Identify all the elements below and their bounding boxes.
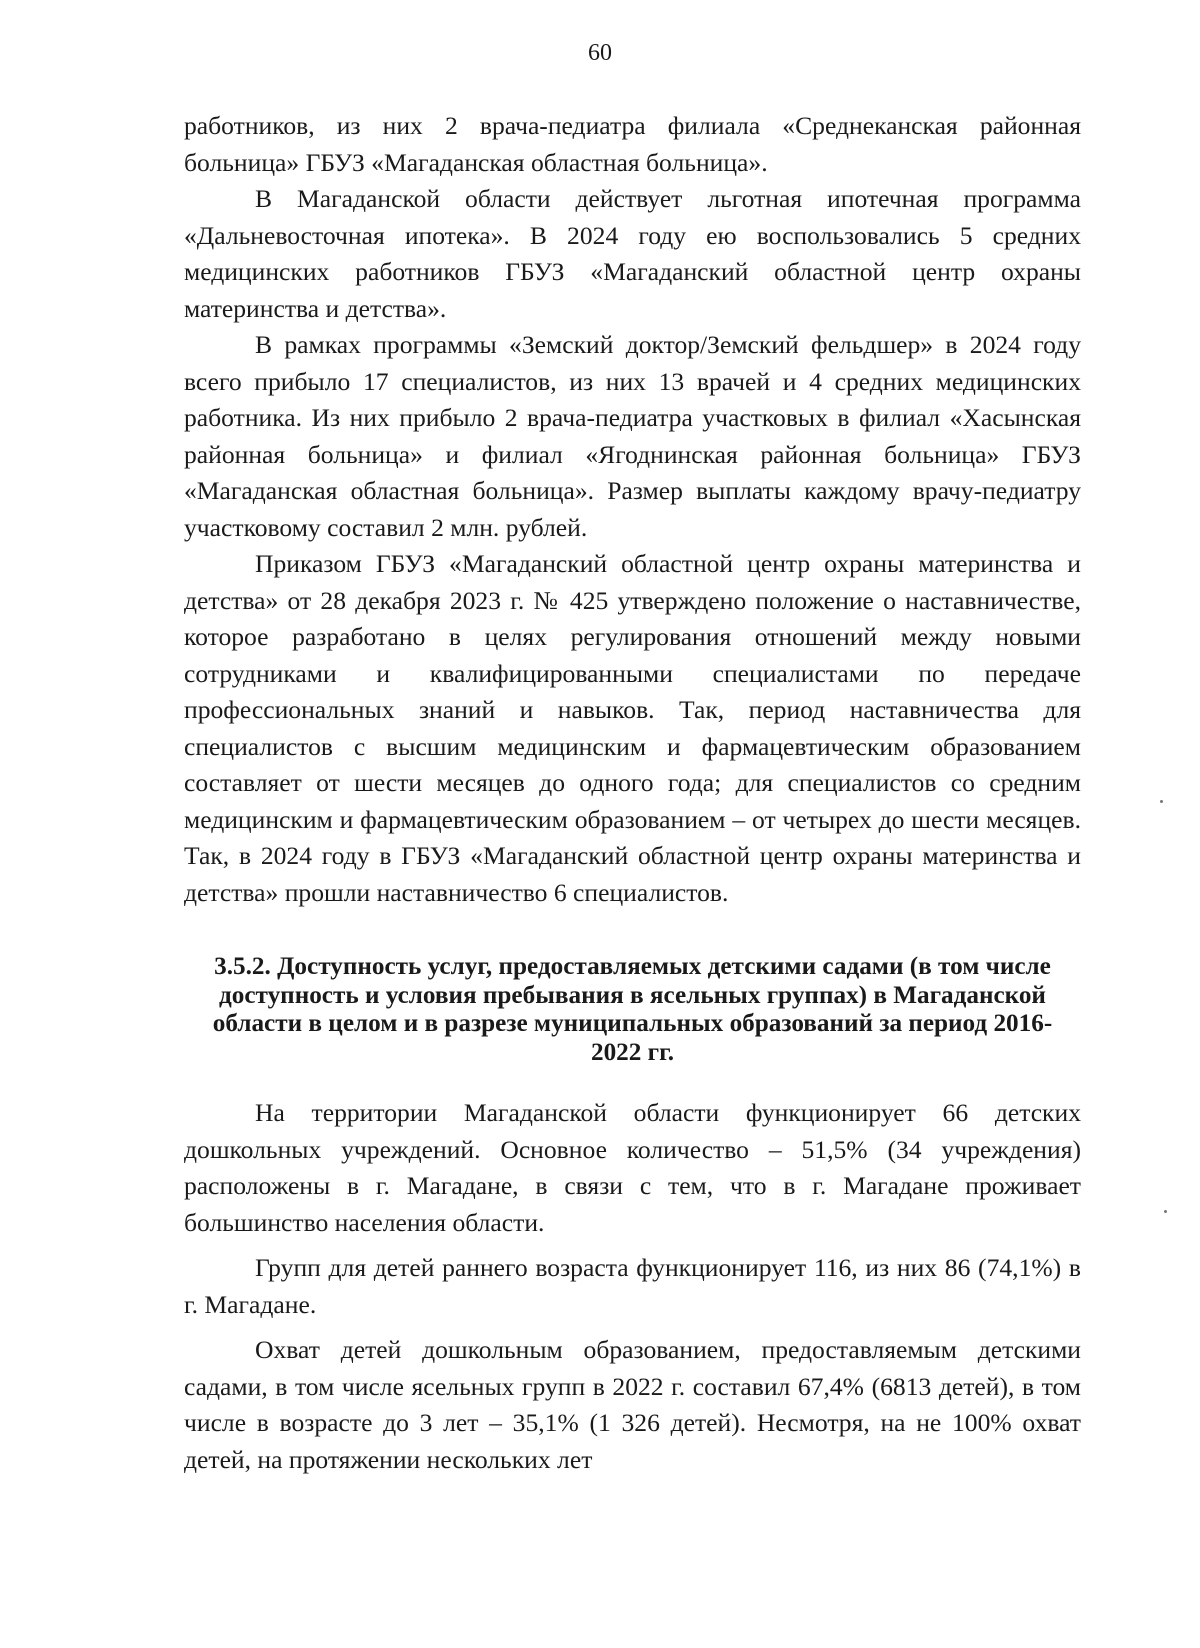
- paragraph-kindergartens: На территории Магаданской области функционирует 66 детских дошкольных учреждений. Основное количество – 51,5% (34 учреждения) расположены в г. Магадане, в связи с тем, что в г. Магадане проживает большинство населения области.: [184, 1098, 1081, 1237]
- paragraph-coverage: Охват детей дошкольным образованием, предоставляемым детскими садами, в том числе ясельных групп в 2022 г. составил 67,4% (6813 детей), в том числе в возрасте до 3 лет – 35,1% (1 326 детей). Несмотря, на не 100% охват детей, на протяжении нескольких лет: [184, 1335, 1081, 1474]
- paragraph-early-age-groups: Групп для детей раннего возраста функционирует 116, из них 86 (74,1%) в г. Магадане.: [184, 1253, 1081, 1319]
- paragraph-mortgage: В Магаданской области действует льготная ипотечная программа «Дальневосточная ипотека». В 2024 году ею воспользовались 5 средних медицинских работников ГБУЗ «Магаданский областной центр охраны материнства и детства».: [184, 184, 1081, 323]
- page-content: [184, 108, 1081, 1478]
- paragraph-zemsky-doctor: В рамках программы «Земский доктор/Земский фельдшер» в 2024 году всего прибыло 17 специалистов, из них 13 врачей и 4 средних медицинских работника. Из них прибыло 2 врача-педиатра участковых в филиал «Хасынская районная больница» и филиал «Ягоднинская районная больница» ГБУЗ «Магаданская областная больница». Размер выплаты каждому врачу-педиатру участковому составил 2 млн. рублей.: [184, 330, 1081, 542]
- paragraph-mentoring: Приказом ГБУЗ «Магаданский областной центр охраны материнства и детства» от 28 декабря 2023 г. № 425 утверждено положение о наставничестве, которое разработано в целях регулирования отношений между новыми сотрудниками и квалифицированными специалистами по передаче профессиональных знаний и навыков. Так, период наставничества для специалистов с высшим медицинским и фармацевтическим образованием составляет от шести месяцев до одного года; для специалистов со средним медицинским и фармацевтическим образованием – от четырех до шести месяцев. Так, в 2024 году в ГБУЗ «Магаданский областной центр охраны материнства и детства» прошли наставничество 6 специалистов.: [184, 549, 1081, 907]
- paragraph-continuation: работников, из них 2 врача-педиатра филиала «Среднеканская районная больница» ГБУЗ «Магаданская областная больница».: [184, 111, 1081, 177]
- section-heading: 3.5.2. Доступность услуг, предоставляемых детскими садами (в том числе доступность и условия пребывания в ясельных группах) в Магаданской области в целом и в разрезе муниципальных образований за период 2016-2022 гг.: [212, 953, 1053, 1066]
- scan-speck: [1164, 1210, 1167, 1213]
- scan-speck: [1160, 800, 1163, 803]
- page-number: 60: [588, 40, 612, 66]
